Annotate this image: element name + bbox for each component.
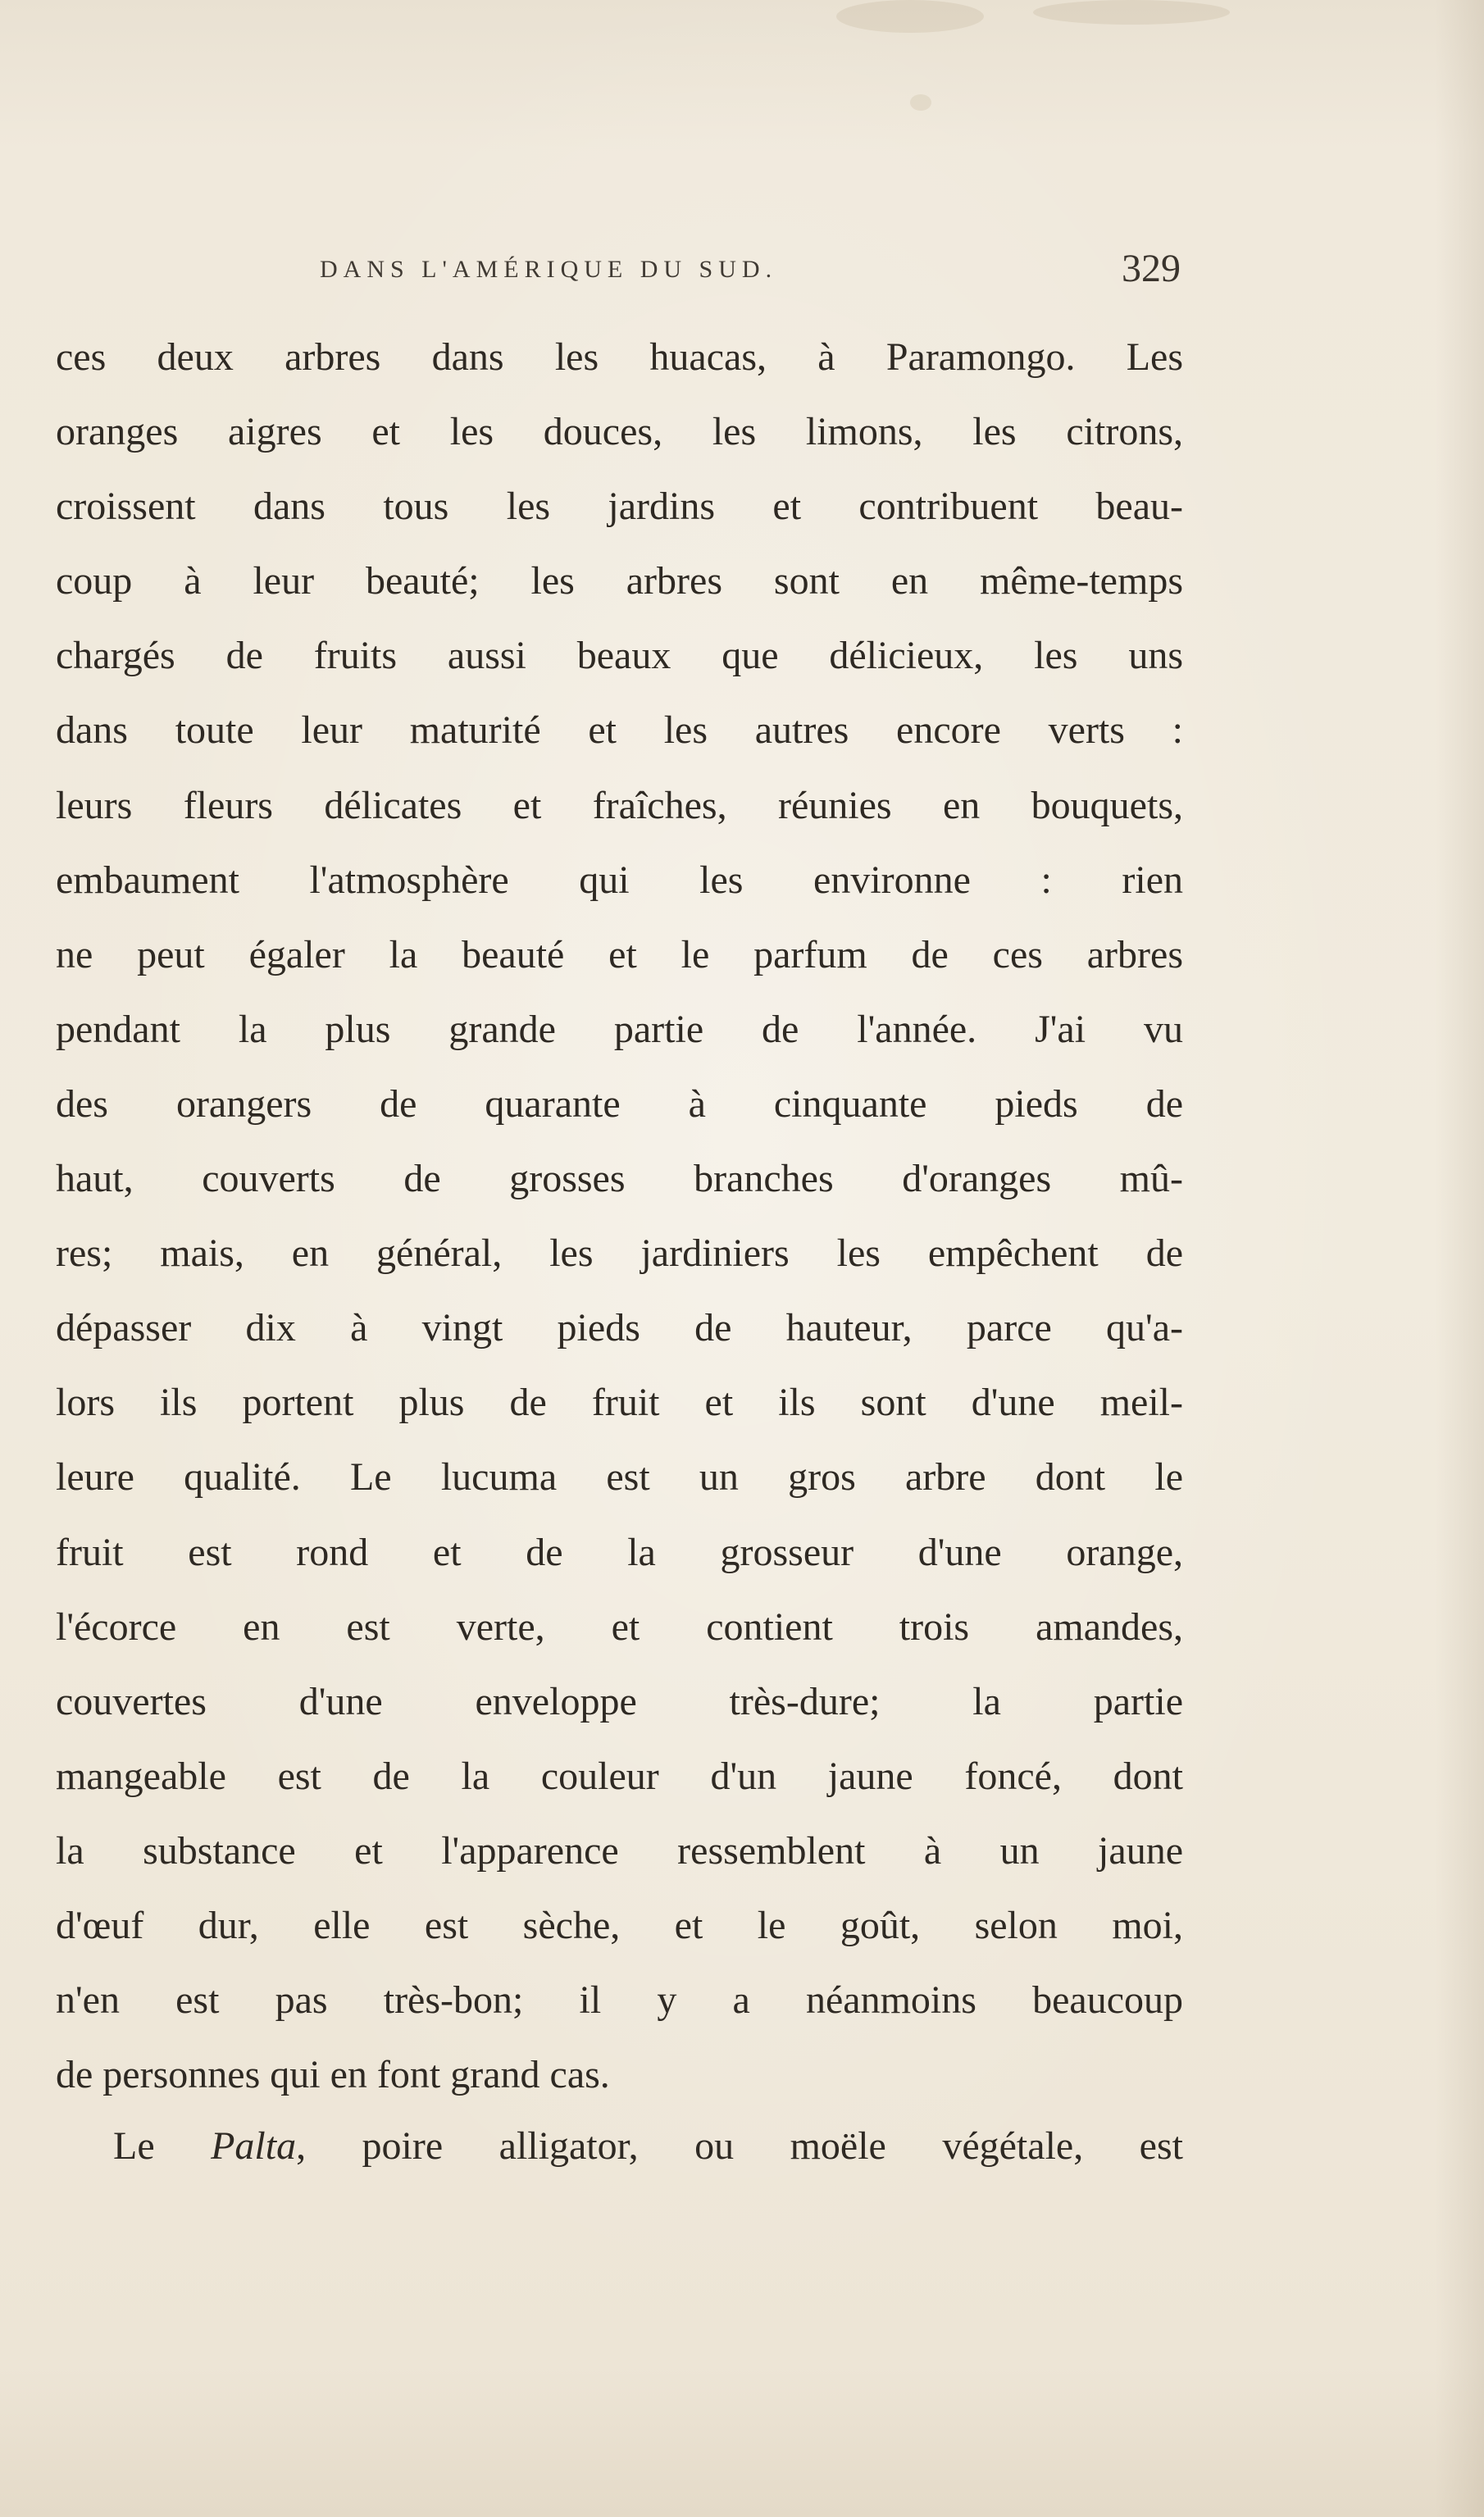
text-line: l'écorce en est verte, et contient trois amandes, [56, 1604, 1183, 1649]
text-line: n'en est pas très-bon; il y a néanmoins beaucoup [56, 1978, 1183, 2023]
text-line: des orangers de quarante à cinquante pieds de [56, 1081, 1183, 1126]
text-line: dans toute leur maturité et les autres encore verts : [56, 708, 1183, 753]
page-header [57, 246, 1181, 312]
text-line: de personnes qui en font grand cas. [56, 2053, 610, 2097]
text-segment: , poire alligator, ou moële végétale, est [296, 2124, 1183, 2168]
text-line: lors ils portent plus de fruit et ils sont d'une meil- [56, 1381, 1183, 1425]
text-line: couvertes d'une enveloppe très-dure; la partie [56, 1679, 1183, 1723]
text-line: haut, couverts de grosses branches d'oranges mû- [56, 1157, 1183, 1201]
paper-stain [1033, 0, 1230, 25]
italic-term: Palta [211, 2124, 297, 2168]
paragraph-1 [56, 320, 1183, 2112]
paper-stain [910, 94, 931, 111]
text-line: fruit est rond et de la grosseur d'une orange, [56, 1530, 1183, 1574]
text-line: coup à leur beauté; les arbres sont en même-temps [56, 559, 1183, 603]
text-line: oranges aigres et les douces, les limons, les citrons, [56, 410, 1183, 454]
text-line: leure qualité. Le lucuma est un gros arbre dont le [56, 1455, 1183, 1500]
text-line: res; mais, en général, les jardiniers les empêchent de [56, 1231, 1183, 1276]
text-line [56, 2109, 1183, 2183]
text-line: embaument l'atmosphère qui les environne : rien [56, 858, 1183, 902]
text-line: leurs fleurs délicates et fraîches, réunies en bouquets, [56, 783, 1183, 827]
text-segment: Le [113, 2124, 212, 2168]
paper-stain [836, 0, 984, 33]
running-title: DANS L'AMÉRIQUE DU SUD. [320, 256, 778, 283]
text-line: dépasser dix à vingt pieds de hauteur, parce qu'a- [56, 1306, 1183, 1350]
text-line: pendant la plus grande partie de l'année. J'ai vu [56, 1007, 1183, 1051]
text-line: croissent dans tous les jardins et contribuent beau- [56, 485, 1183, 529]
text-line: ne peut égaler la beauté et le parfum de ces arbres [56, 932, 1183, 976]
page-number: 329 [1122, 247, 1181, 290]
text-line: mangeable est de la couleur d'un jaune foncé, dont [56, 1754, 1183, 1798]
text-line: d'œuf dur, elle est sèche, et le goût, selon moi, [56, 1903, 1183, 1947]
text-line: ces deux arbres dans les huacas, à Paramongo. Les [56, 335, 1183, 379]
text-line: chargés de fruits aussi beaux que délicieux, les uns [56, 634, 1183, 678]
page-edge-shadow [1435, 0, 1484, 2517]
paragraph-2 [56, 2109, 1183, 2183]
text-line: la substance et l'apparence ressemblent à un jaune [56, 1828, 1183, 1873]
